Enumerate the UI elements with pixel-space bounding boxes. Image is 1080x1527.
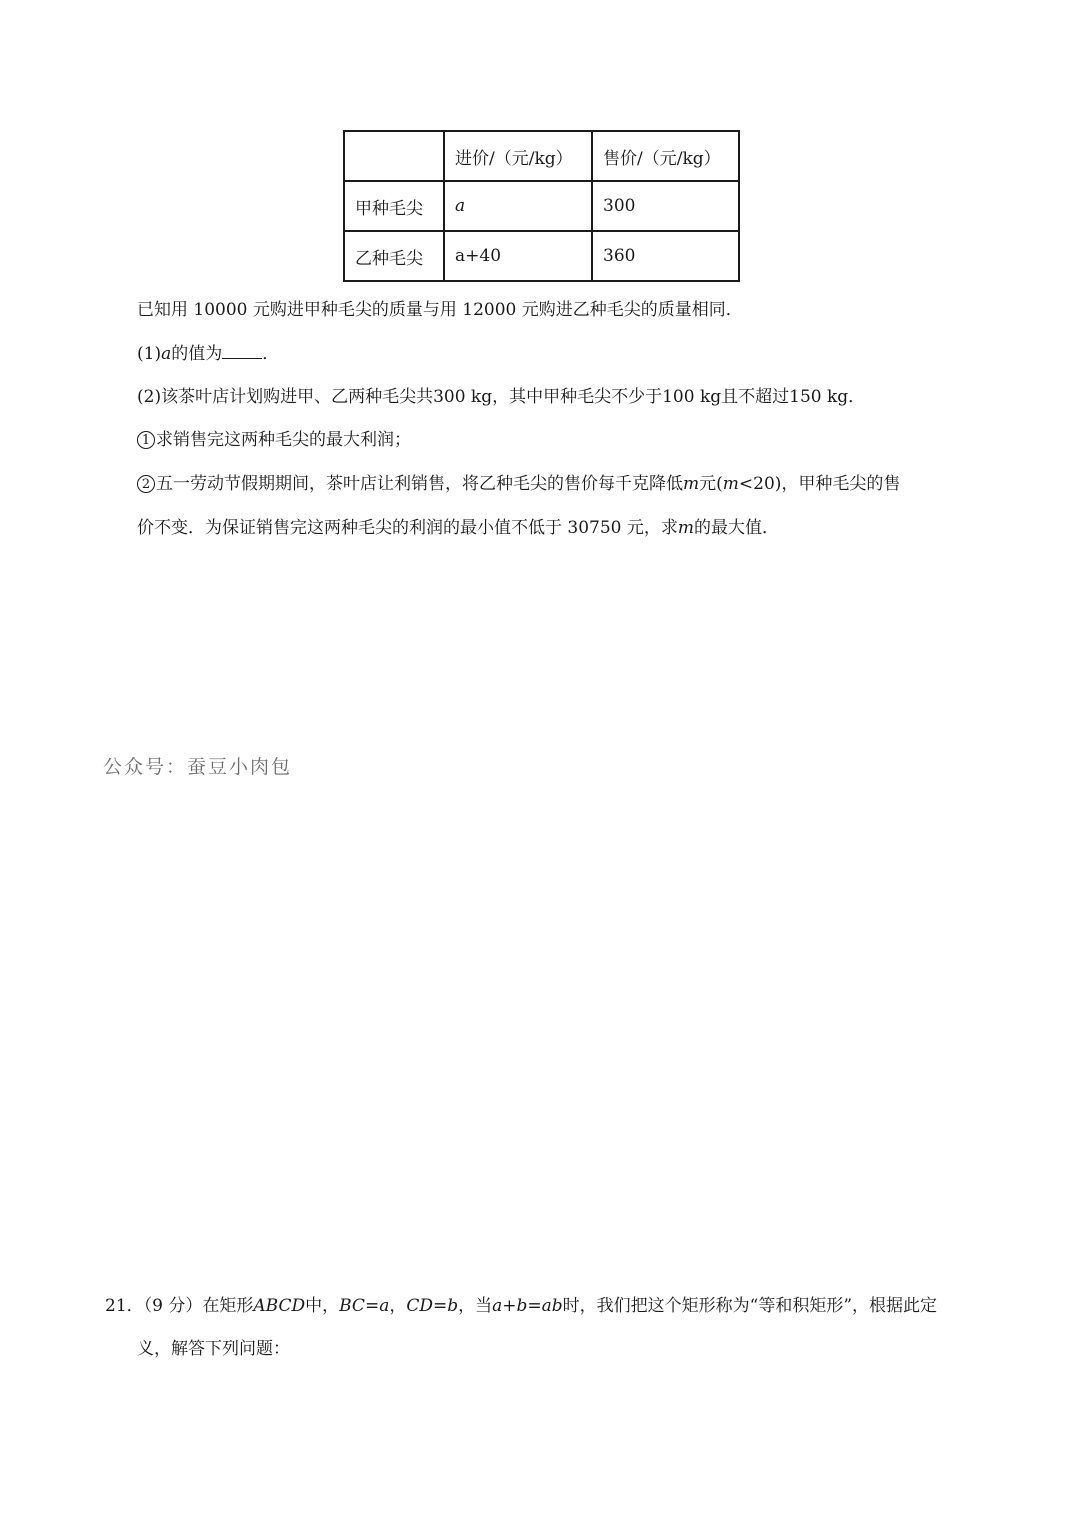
question-text: ， xyxy=(389,1296,407,1316)
sub-question-2-line-2 xyxy=(137,516,779,540)
math-var: a xyxy=(492,1296,503,1316)
circled-number-1: 1 xyxy=(137,431,155,449)
sub-question-2-text: 价不变．为保证销售完这两种毛尖的利润的最小值不低于 30750 元，求 xyxy=(137,518,678,538)
answer-blank xyxy=(222,342,262,359)
part-1-var: a xyxy=(161,344,172,364)
var-m: m xyxy=(677,518,695,538)
sub-question-2-text: 的最大值． xyxy=(694,518,780,538)
math-var: BC xyxy=(339,1296,365,1316)
question-text: = xyxy=(527,1296,542,1316)
part-1-text: 的值为 xyxy=(171,344,223,364)
math-var: b xyxy=(516,1296,528,1316)
question-text: + xyxy=(502,1296,517,1316)
sub-question-1-text: 求销售完这两种毛尖的最大利润； xyxy=(156,430,411,450)
part-1 xyxy=(137,342,279,366)
question-text: = xyxy=(364,1296,380,1316)
watermark-text: 公众号：蚕豆小肉包 xyxy=(103,756,293,778)
table-cell: a+40 xyxy=(444,231,592,281)
sub-question-2 xyxy=(137,472,900,496)
sub-question-2-text: 元( xyxy=(699,474,723,494)
table-header-cell xyxy=(344,131,444,181)
question-21 xyxy=(105,1294,937,1318)
table-cell: 甲种毛尖 xyxy=(344,181,444,231)
table-header-cell: 进价/（元/kg） xyxy=(444,131,592,181)
part-1-end: ． xyxy=(262,344,280,364)
question-text: 时，我们把这个矩形称为“等和积矩形”，根据此定 xyxy=(562,1296,938,1316)
table-header-row xyxy=(344,131,739,181)
table-row xyxy=(344,181,739,231)
question-21-line-2: 义，解答下列问题： xyxy=(137,1339,290,1359)
sub-question-2-text: <20)，甲种毛尖的售 xyxy=(738,474,901,494)
math-var: CD xyxy=(406,1296,433,1316)
question-text: = xyxy=(432,1296,448,1316)
table-cell: a xyxy=(444,181,592,231)
question-score: （9 分） xyxy=(143,1296,203,1316)
math-var: b xyxy=(447,1296,459,1316)
sub-question-1 xyxy=(137,428,411,452)
math-var: a xyxy=(379,1296,390,1316)
price-table xyxy=(343,130,740,282)
question-text: 中， xyxy=(305,1296,340,1316)
math-var: ABCD xyxy=(253,1296,306,1316)
question-text: 在矩形 xyxy=(202,1296,254,1316)
question-number: 21． xyxy=(105,1296,144,1316)
var-m: m xyxy=(722,474,739,494)
part-2: (2)该茶叶店计划购进甲、乙两种毛尖共300 kg，其中甲种毛尖不少于100 kg且不超过150 kg． xyxy=(137,387,866,407)
circled-number-2: 2 xyxy=(137,475,155,493)
table-cell: 300 xyxy=(592,181,739,231)
table-cell: 360 xyxy=(592,231,739,281)
table-header-cell: 售价/（元/kg） xyxy=(592,131,739,181)
question-intro: 已知用 10000 元购进甲种毛尖的质量与用 12000 元购进乙种毛尖的质量相同． xyxy=(137,300,743,320)
sub-question-2-text: 五一劳动节假期期间，茶叶店让利销售，将乙种毛尖的售价每千克降低 xyxy=(156,474,683,494)
part-1-prefix: (1) xyxy=(137,344,162,364)
question-text: ，当 xyxy=(458,1296,493,1316)
var-m: m xyxy=(683,474,700,494)
table-cell: 乙种毛尖 xyxy=(344,231,444,281)
table-row xyxy=(344,231,739,281)
math-var: ab xyxy=(541,1296,563,1316)
